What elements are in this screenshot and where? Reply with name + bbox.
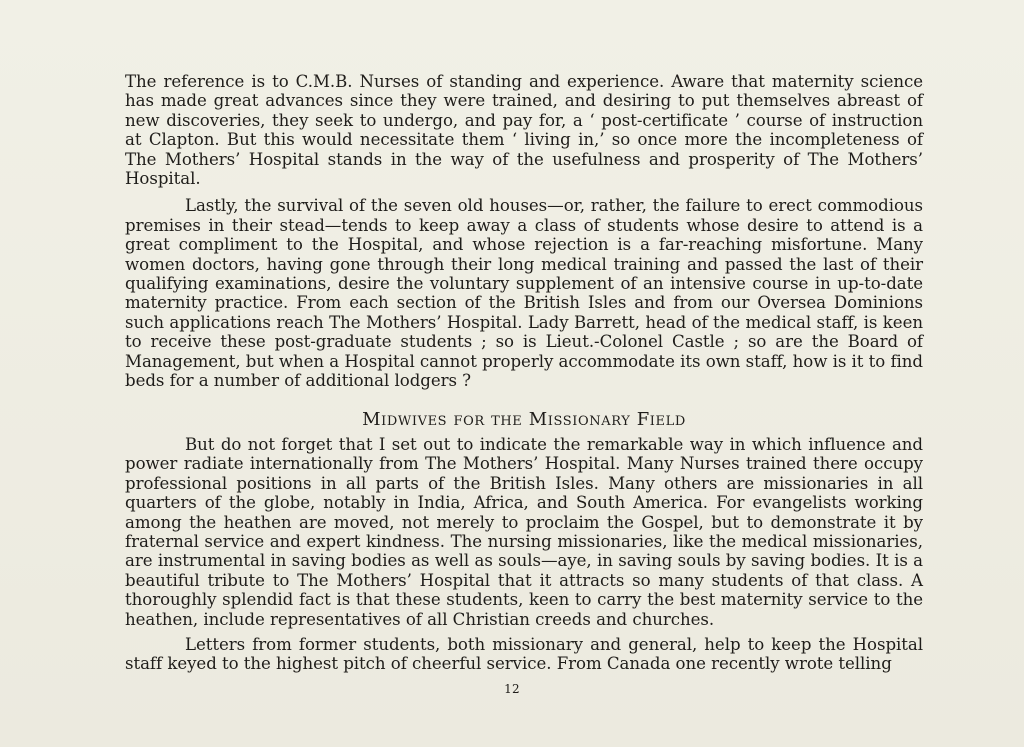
section-heading: Midwives for the Missionary Field bbox=[362, 408, 686, 430]
paragraph-1: The reference is to C.M.B. Nurses of standing and experience. Aware that maternity science has made great advances since they were trained, and desiring to put themselves abreast of new discoveries, they seek to undergo, and pay for, a ‘ post-certificate ’ course of instruction at Clapton. But this would necessitate them ‘ living in,’ so once more the incompleteness of The Mothers’ Hospital stands in the way of the usefulness and prosperity of The Mothers’ Hospital. bbox=[125, 72, 923, 189]
paragraph-2: Lastly, the survival of the seven old houses—or, rather, the failure to erect commodious premises in their stead—tends to keep away a class of students whose desire to attend is a great compliment to the Hospital, and whose rejection is a far-reaching misfortune. Many women doctors, having gone through their long medical training and passed the last of their qualifying examinations, desire the voluntary supplement of an intensive course in up-to-date maternity practice. From each section of the British Isles and from our Oversea Dominions such applications reach The Mothers’ Hospital. Lady Barrett, head of the medical staff, is keen to receive these post-graduate students ; so is Lieut.-Colonel Castle ; so are the Board of Management, but when a Hospital cannot properly accommodate its own staff, how is it to find beds for a number of additional lodgers ? bbox=[125, 196, 923, 391]
page-number: 12 bbox=[504, 682, 520, 696]
paragraph-3: But do not forget that I set out to indicate the remarkable way in which influence and power radiate internationally from The Mothers’ Hospital. Many Nurses trained there occupy professional positions in all parts of the British Isles. Many others are missionaries in all quarters of the globe, notably in India, Africa, and South America. For evangelists working among the heathen are moved, not merely to proclaim the Gospel, but to demonstrate it by fraternal service and expert kindness. The nursing missionaries, like the medical missionaries, are instrumental in saving bodies as well as souls—aye, in saving souls by saving bodies. It is a beautiful tribute to The Mothers’ Hospital that it attracts so many students of that class. A thoroughly splendid fact is that these students, keen to carry the best maternity service to the heathen, include representatives of all Christian creeds and churches. bbox=[125, 434, 923, 629]
paragraph-4: Letters from former students, both missionary and general, help to keep the Hospital staff keyed to the highest pitch of cheerful service. From Canada one recently wrote telling bbox=[125, 634, 923, 674]
body-text bbox=[125, 72, 923, 674]
